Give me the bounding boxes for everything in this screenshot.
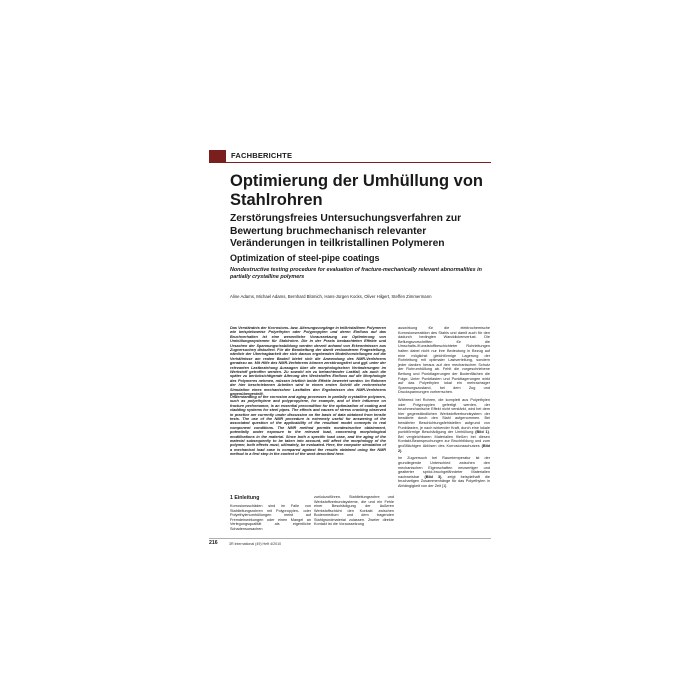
author-list: Aline Adams, Michael Adams, Bernhard Blümich, Hans-Jürgen Kocks, Oliver Hilgert, Steffen Zimmermann [230, 294, 432, 299]
figure-reference: (Bild 3) [424, 474, 442, 479]
right-paragraph-2-tail: . Bei vergleichbaren Materialien fließen bei diesen Kontakt-Beanspruchungen zur Bruchbildung und zum großflächigen Ablösen des Korrosionsschutzes [398, 430, 490, 449]
right-column [398, 326, 490, 492]
section-label: FACHBERICHTE [231, 151, 293, 160]
article-title: Optimierung der Umhüllung von Stahlrohren [230, 172, 483, 209]
article-subtitle: Zerstörungsfreies Untersuchungsverfahren zur Bewertung bruchmechanisch relevanter Veränderungen in teilkristallinen Polymeren [230, 213, 462, 249]
intro-column-b: zurückzuführen. Stahlleitungsrohre und Werkstoffverbundsysteme, die und ein Fehle einer Beschädigung der äußeren Werkstoffschicht den Kontakt zwischen Bodenmedium und dem tragenden Stahlgrundmaterial zulassen. Zweier direkte Kontakt ist die Voraussetzung [314, 495, 394, 526]
section-rule [209, 162, 491, 163]
footer-rule [209, 538, 491, 539]
right-paragraph-2-text: Während bei Rohren, die komplett aus Polyethylen oder Polypropylen gefertigt werden, der bruchmechanische Effekt nicht verstärkt, wird bei dem hier gegenständlichen Werkstoffverbundsystem der bewährte durch den Stahl aufgenommen. Bei bewährter Beschichtungsfehlstellen aufgrund von Punktlasten, je nach wirkender Kraft, durch eine lokale punktförmige Beschädigung der Umhüllung [398, 398, 490, 435]
english-title: Optimization of steel-pipe coatings [230, 253, 380, 263]
journal-reference: 3R international (49) Heft 4/2010 [229, 542, 282, 546]
abstract-english: Understanding of the corrosion and aging processes in partially crystalline polymers, such as polyethylene and polypropylene, for example, and of their influence on fracture performance, is an essential precondition for the optimization of coating and cladding systems for steel pipes. The effects and causes of stress cracking observed in practice are currently under discussion on the basis of data obtained from tensile tests. The use of the NMR procedure is extremely useful for answering of the associated question of the applicability of the resultant model concepts to real component conditions. The NMR method permits nondestructive obtainment, potentially under exposure to the relevant load, concerning morphological modifications in the material. Since both a specific load case, and the aging of the material subsequently to be taken into account, will affect the morphology of the polymer, both effects must, ultimately, be evaluated. Here, the computer simulation of a mechanical load case is compared against the results obtained using the NMR method in a first step in the context of the work described here. [230, 395, 386, 457]
abstract-german: Das Verständnis der Korrosions- bzw. Alterungsvorgänge in teilkristallinen Polymeren wie beispielsweise Polyethylen oder Polypropylen und deren Einfluss auf das Bruchverhalten ist eine wesentliche Voraussetzung zur Optimierung von Umhüllungssystemen für Stahlrohre. Die in der Praxis beobachteten Effekte und Ursachen der Spannungsrissbildung werden derzeit anhand von Erkenntnissen aus Zugversuchen diskutiert. Für die Bearbeitung der damit verbundenen Fragestellung, nämlich der Übertragbarkeit der sich daraus ergebenden Modellvorstellungen auf die Verhältnisse am realen Bauteil bietet sich die Anwendung des NMR-Verfahrens geradezu an. Mit Hilfe des NMR-Verfahrens können zerstörungsfrei und ggf. unter der relevanten Lastbeziehung Aussagen über die morphologischen Veränderungen im Werkstoff getroffen werden. Zu sowohl ein zu betrachtender Lastfall, als auch die später zu berücksichtigende Alterung des Werkstoffes Einfluss auf die Morphologie des Polymeres nehmen, müssen letztlich beide Effekte bewertet werden. Im Rahmen der hier beschriebenen Arbeiten wird in einem ersten Schritt die rechnerische Simulation eines mechanischen Lastfalles den Ergebnissen des NMR-Verfahrens gegenübergestellt. [230, 326, 386, 397]
right-paragraph-1: auswirkung für die elektrochemische Korrosionsreaktion des Stahls und damit auch für den dadurch bedingten Wanddickenverlust. Die Beflungsvorschriften für die Umschalts-/Kunststoffbeschichteter Rohrleitungen halten dabei nicht nur ihre Bedeutung in Bezug auf eine möglichst gleichförmige Lagerung der Rohrleitung mit optimaler Lastverteilung, sondern jeder danken heraus auf den mechanischen Schutz der Rohrumhüllung ab. Fehlt die vorgeschriebene Bettung und Punktlagerungen der Bodenflächen die Folge, Unter Punktlasten und Punktlagerungen wirkt auf das Polyethylen lokal ein mehrachsiger Spannungszustand, bei dem Zug und Druckspannungen vorherrschen. [398, 326, 490, 395]
right-paragraph-3-tail: , zeigt beispielhaft die bruchartigen Zusammenhänge für das Polyethylen in Abhängigkeit von der Zeit [1]. [398, 474, 491, 488]
english-subtitle: Nondestructive testing procedure for evaluation of fracture-mechanically relevant abnormalities in partially crystalline polymers [230, 267, 482, 280]
figure-reference: (Bild 1) [475, 430, 489, 435]
section-color-bar [209, 150, 226, 162]
right-paragraph-2: Während bei Rohren, die komplett aus Polyethylen oder Polypropylen gefertigt werden, der bruchmechanische Effekt nicht verstärkt, wird bei dem hier gegenständlichen Werkstoffverbundsystem der bewährte durch den Stahl aufgenommen. Bei bewährter Beschichtungsfehlstellen aufgrund von Punktlasten, je nach wirkender Kraft, durch eine lokale punktförmige Beschädigung der Umhüllung (Bild 1). Bei vergleichbaren Materialien fließen bei diesen Kontakt-Beanspruchungen zur Bruchbildung und zum großflächigen Ablösen des Korrosionsschutzes (Bild 2). [398, 398, 490, 453]
right-paragraph-3-text: Im Zugversuch bei Raumtemperatur ist der grundlegende Unterschied zwischen den mechanischen Eigenschaften neuwertiger und gealterter spröd-bruchgefährdeter Materialien nachweisbar [398, 456, 490, 479]
right-paragraph-3 [398, 456, 490, 488]
figure-reference: (Bild 2) [398, 444, 490, 453]
intro-column-a: Korrosionsschäden sind im Falle von Stahlleitungsrohren mit Polypropylen- oder Polyethylenumhüllungen meist auf Fremdeinwirkungen oder einen Mangel an Verlegungsqualität als eigentliche Schadensursachen [230, 504, 311, 531]
section-heading: 1 Einleitung [230, 495, 260, 501]
page-number: 216 [209, 540, 218, 546]
